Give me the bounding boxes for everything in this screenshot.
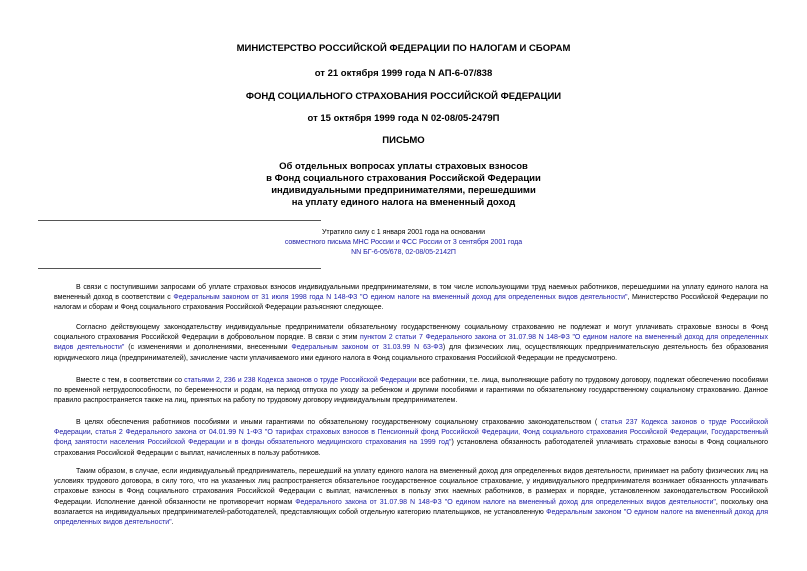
subject-line: Об отдельных вопросах уплаты страховых взносов [279,161,528,172]
fund-title: ФОНД СОЦИАЛЬНОГО СТРАХОВАНИЯ РОССИЙСКОЙ ФЕДЕРАЦИИ [245,91,562,102]
ministry-title: МИНИСТЕРСТВО РОССИЙСКОЙ ФЕДЕРАЦИИ ПО НАЛОГАМ И СБОРАМ [236,43,571,54]
paragraph-text: все работники, т.е. лица, выполняющие работу по трудовому договору, подлежат обеспечению пособиями по временной нетрудоспособности, по беременности и родам, на период отпуска по уходу за ребенком и другими пособиями и гарантиями по обязательному государственному социальному страхованию. Данное правило распространяется также на лиц, принятых на работу по трудовому договору индивидуальным предпринимателем. [54,377,769,405]
paragraph-text: , поскольку она возлагается на индивидуальных предпринимателей-работодателей, представляющих собой отдельную категорию плательщиков, не установленную [54,498,768,516]
paragraph-text: , Министерство Российской Федерации по налогам и сборам и Фонд социального страхования Российской Федерации разъясняют следующее. [54,294,768,312]
paragraph-text: , [90,429,96,437]
paragraph-text: . [171,519,174,527]
law-link[interactable]: статья 237 Кодекса законов о труде Российской Федерации [54,419,769,437]
paragraph-2 [54,323,768,364]
law-link[interactable]: статьями 2, 236 и 238 Кодекса законов о труде Российской Федерации [184,377,417,384]
paragraph-4 [54,418,768,459]
paragraph-1 [54,283,768,314]
paragraph-3 [54,376,768,407]
subject-line: индивидуальными предпринимателями, перешедшими [271,185,536,196]
status-note-link[interactable]: совместного письма МНС России и ФСС России от 3 сентября 2001 года [284,239,523,246]
ministry-date: от 21 октября 1999 года N АП-6-07/838 [314,68,493,79]
status-note-text: Утратило силу с 1 января 2001 года на основании [321,229,486,236]
paragraph-text: ) для физических лиц, осуществляющих предпринимательскую деятельность без образования юридического лица (предпринимателей), зачисление части уплачиваемого ими единого налога в Фонд социального страхования Российской Федерации не предусмотрено. [54,344,768,362]
paragraph-text: Вместе с тем, в соответствии со [76,377,185,384]
paragraph-text: (с изменениями и дополнениями, внесенными [124,344,292,352]
law-link[interactable]: Федерального закона от 31.07.98 N 148-ФЗ "О едином налоге на вмененный доход для определенных видов деятельности" [295,498,716,506]
law-link[interactable]: пунктом 2 статьи 7 Федерального закона от 31.07.98 N 148-ФЗ "О едином налоге на вмененный доход для определенных видов деятельности" [54,334,768,352]
subject-line: на уплату единого налога на вмененный доход [291,197,516,208]
law-link[interactable]: Федеральным законом от 31.03.99 N 63-ФЗ [291,344,443,352]
paragraph-text: Согласно действующему законодательству индивидуальные предприниматели обязательному государственному социальному страхованию не подлежат и могут уплачивать страховые взносы в Фонд социального страхования Российской Федерации в добровольном порядке. В связи с этим [54,324,768,342]
paragraph-5 [54,467,768,528]
fund-date: от 15 октября 1999 года N 02-08/05-2479П [307,113,500,124]
subject-line: в Фонд социального страхования Российской Федерации [266,173,541,184]
document-subject [150,161,657,209]
document-type: ПИСЬМО [382,135,425,146]
status-note [250,228,557,258]
law-link[interactable]: Федеральным законом от 31 июля 1998 года N 148-ФЗ "О едином налоге на вмененный доход для определенных видов деятельности" [173,294,628,302]
law-link[interactable]: статья 2 Федерального закона от 04.01.99 N 1-ФЗ "О тарифах страховых взносов в Пенсионный фонд Российской Федерации, Фонд социального страхования Российской Федерации, Государственный фонд занятости населения Российской Федерации и в фонды обязательного медицинского страхования на 1999 год" [54,429,768,447]
paragraph-text: Таким образом, в случае, если индивидуальный предприниматель, перешедший на уплату единого налога на вмененный доход для определенных видов деятельности, принимает на работу физических лиц на условиях трудового договора, в силу того, что на указанных лиц распространяется обязательное государственное социальное страхование, у индивидуального предпринимателя возникает обязанность уплачивать страховые взносы в Фонд социального страхования Российской Федерации с выплат, начисленных в пользу этих наемных работников, в размерах и порядке, установленном законодательством Российской Федерации. Исполнение данной обязанности не противоречит нормам [54,468,768,506]
law-link[interactable]: Федеральным законом "О едином налоге на вмененный доход для определенных видов деятельности" [54,508,768,527]
status-note-link-number[interactable]: NN БГ-6-05/678, 02-08/05-2142П [351,249,456,256]
paragraph-text: ) установлена обязанность работодателей уплачивать страховые взносы в Фонд социального страхования Российской Федерации с выплат, начисленных в пользу работников. [54,439,769,457]
divider [38,268,321,269]
paragraph-text: В связи с поступившими запросами об уплате страховых взносов индивидуальными предпринимателями, в том числе использующими труд наемных работников, перешедшими на уплату единого налога на вмененный доход в соответствии с [54,284,768,302]
paragraph-text: В целях обеспечения работников пособиями и иными гарантиями по обязательному государственному социальному страхованию законодательством ( [76,419,602,426]
divider [38,220,321,221]
